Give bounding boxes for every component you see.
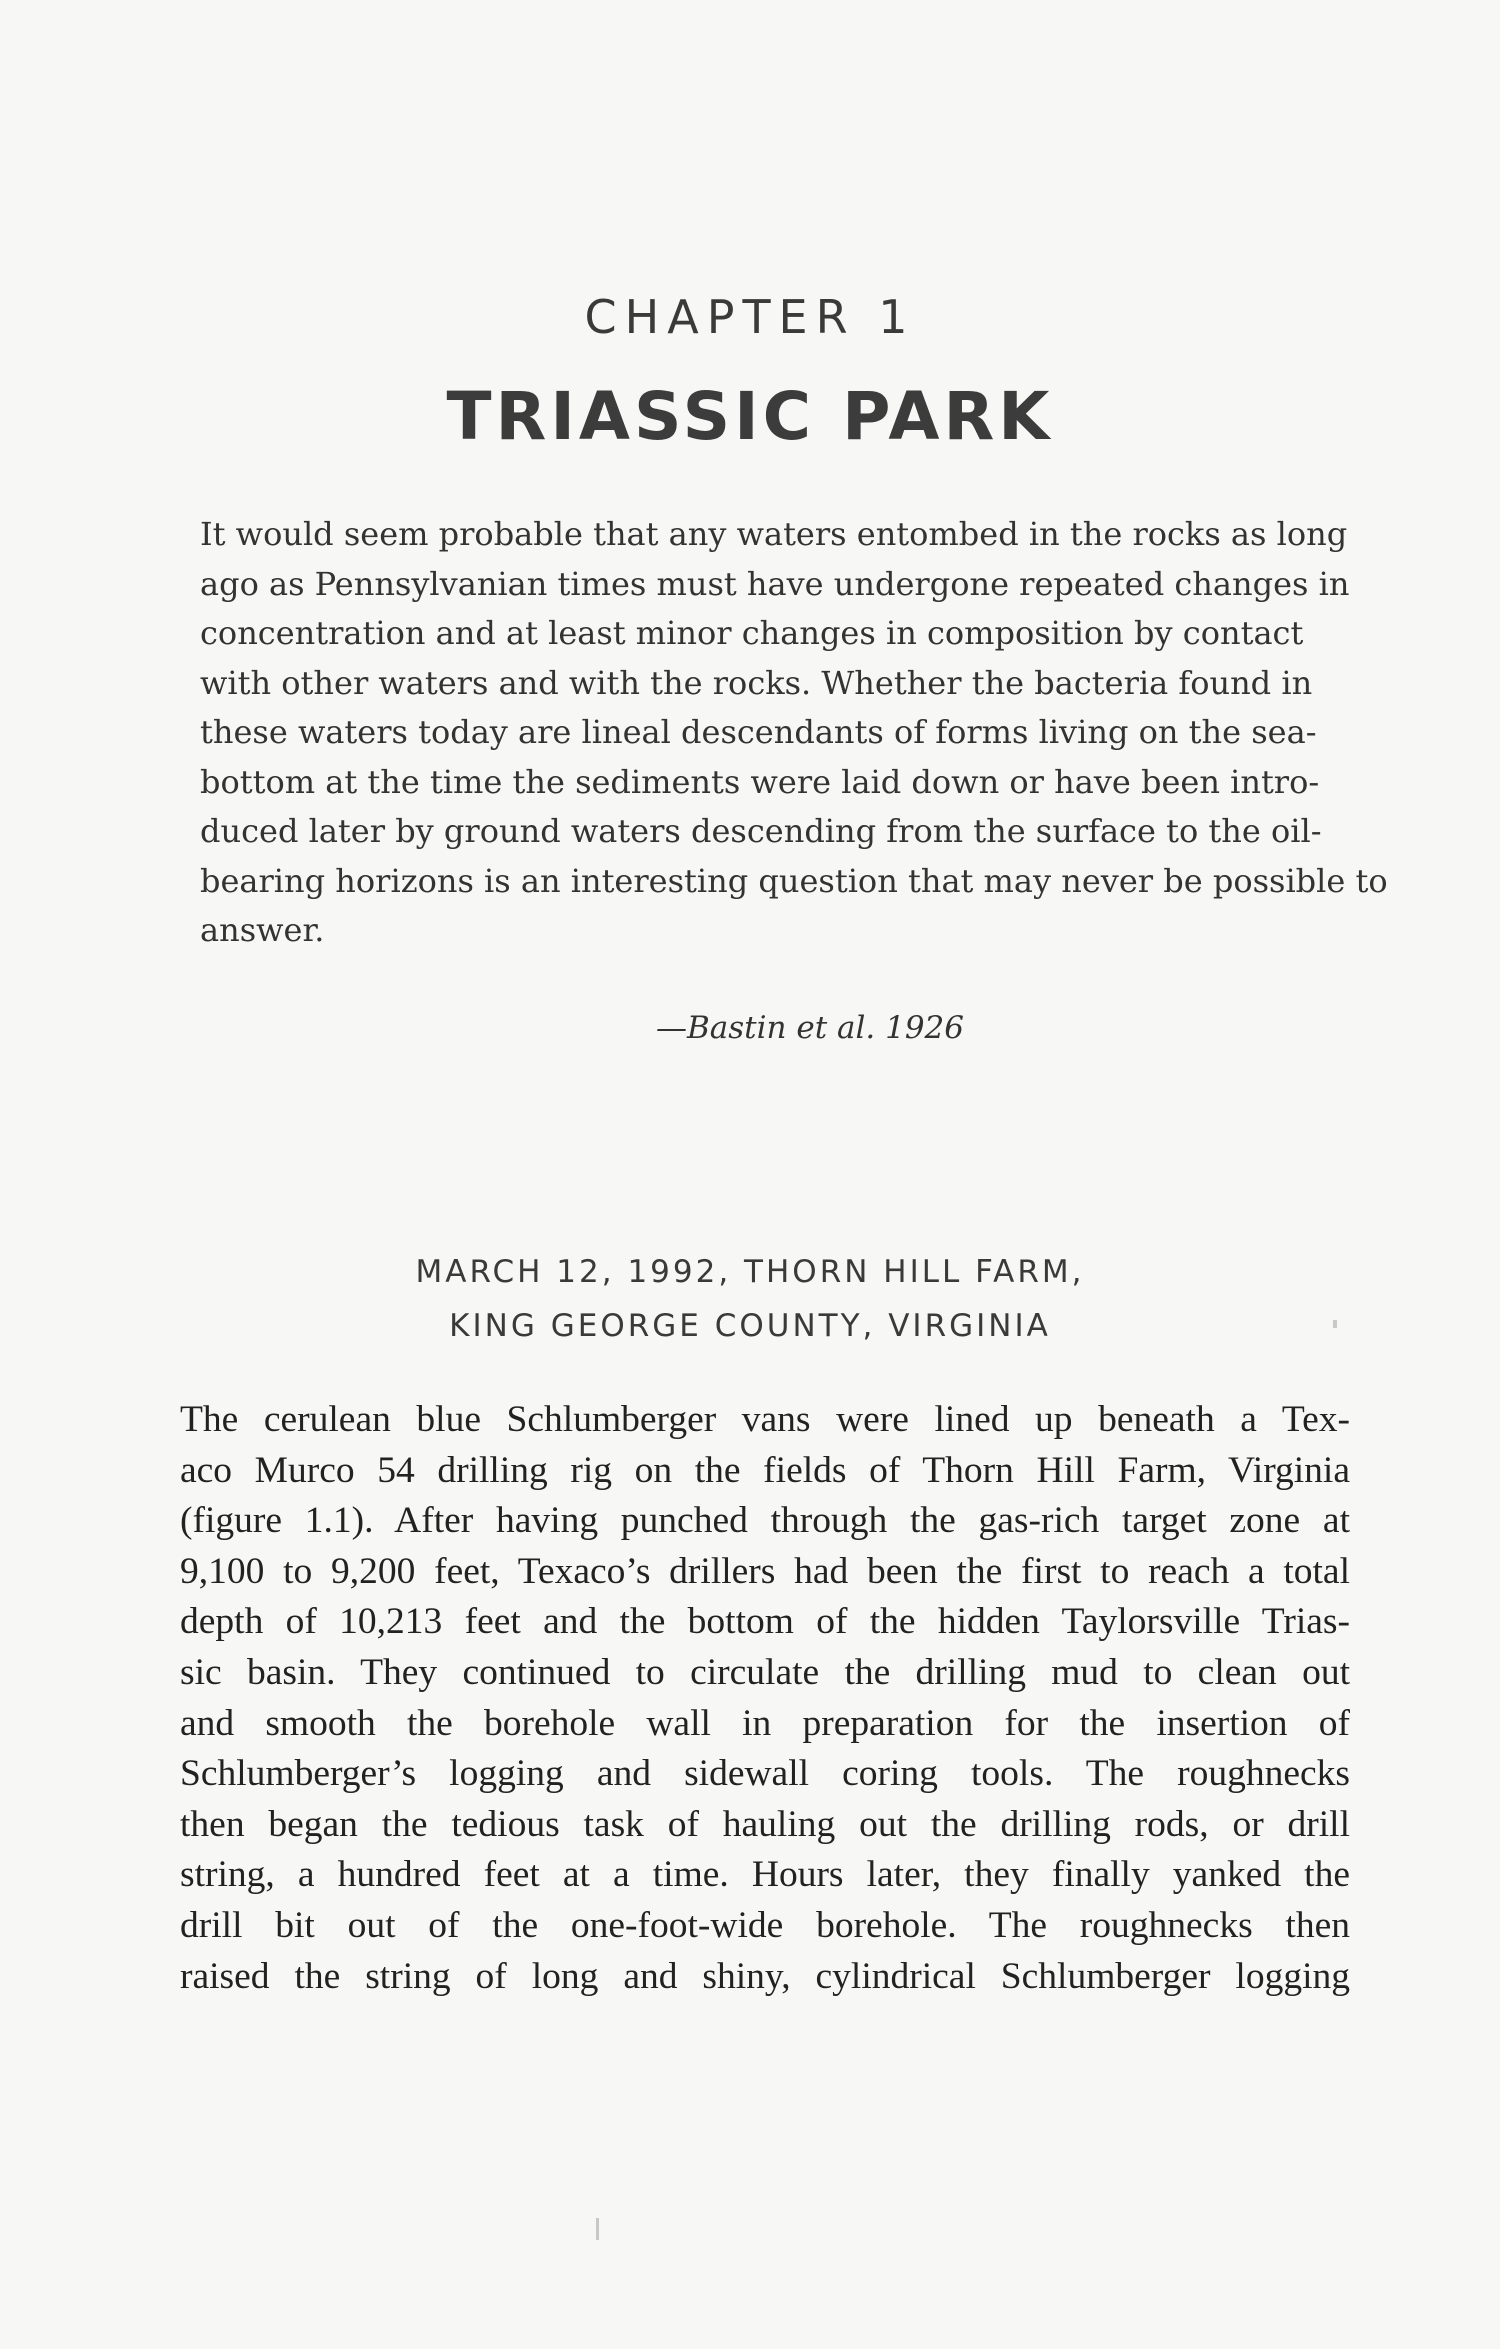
epigraph-line: duced later by ground waters descending from the surface to the oil- <box>200 812 1322 850</box>
section-heading-line: MARCH 12, 1992, THORN HILL FARM, <box>415 1254 1085 1290</box>
epigraph-line: concentration and at least minor changes in composition by contact <box>200 614 1304 652</box>
epigraph-line: It would seem probable that any waters entombed in the rocks as long <box>200 515 1348 553</box>
scan-speck <box>596 2218 599 2240</box>
body-line: then began the tedious task of hauling out the drilling rods, or drill <box>180 1803 1350 1845</box>
epigraph-line: answer. <box>200 911 325 949</box>
section-heading <box>0 1245 1500 1353</box>
body-line: drill bit out of the one-foot-wide borehole. The roughnecks then <box>180 1904 1350 1946</box>
chapter-title: TRIASSIC PARK <box>446 378 1054 455</box>
chapter-label: CHAPTER 1 <box>584 290 916 344</box>
body-line: raised the string of long and shiny, cylindrical Schlumberger logging <box>180 1955 1350 1997</box>
body-line: Schlumberger’s logging and sidewall coring tools. The roughnecks <box>180 1753 1350 1795</box>
body-line: (figure 1.1). After having punched through the gas-rich target zone at <box>180 1500 1350 1542</box>
epigraph <box>200 510 1388 956</box>
body-text <box>180 1395 1350 2002</box>
body-line: sic basin. They continued to circulate the drilling mud to clean out <box>180 1651 1350 1693</box>
body-line: aco Murco 54 drilling rig on the fields of Thorn Hill Farm, Virginia <box>180 1449 1350 1491</box>
epigraph-attribution: —Bastin et al. 1926 <box>655 1010 965 1046</box>
epigraph-line: bottom at the time the sediments were laid down or have been intro- <box>200 762 1320 801</box>
section-heading-line: KING GEORGE COUNTY, VIRGINIA <box>449 1308 1051 1344</box>
epigraph-line: with other waters and with the rocks. Whether the bacteria found in <box>200 663 1313 702</box>
epigraph-line: these waters today are lineal descendants of forms living on the sea- <box>200 713 1317 751</box>
body-line: The cerulean blue Schlumberger vans were lined up beneath a Tex- <box>180 1399 1350 1440</box>
epigraph-line: ago as Pennsylvanian times must have undergone repeated changes in <box>200 564 1350 603</box>
body-line: string, a hundred feet at a time. Hours later, they finally yanked the <box>180 1854 1350 1896</box>
scan-speck <box>1333 1320 1337 1328</box>
body-line: depth of 10,213 feet and the bottom of the hidden Taylorsville Trias- <box>180 1601 1350 1643</box>
epigraph-line: bearing horizons is an interesting question that may never be possible to <box>200 861 1388 900</box>
body-line: 9,100 to 9,200 feet, Texaco’s drillers had been the first to reach a total <box>180 1550 1350 1592</box>
body-line: and smooth the borehole wall in preparation for the insertion of <box>180 1702 1350 1744</box>
